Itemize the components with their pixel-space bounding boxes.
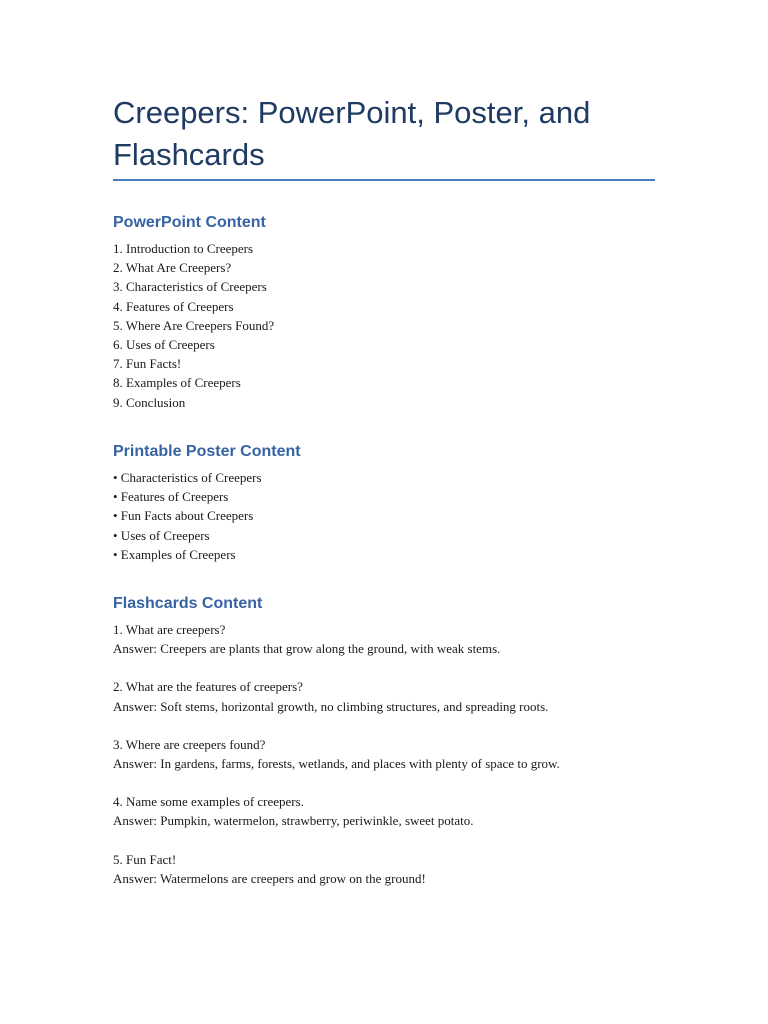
flashcard-question: 4. Name some examples of creepers. — [113, 794, 304, 810]
list-item: 3. Characteristics of Creepers — [113, 279, 267, 295]
flashcard-question: 2. What are the features of creepers? — [113, 679, 303, 695]
flashcard-question: 3. Where are creepers found? — [113, 736, 266, 752]
flashcard-answer: Answer: Watermelons are creepers and grow on the ground! — [113, 870, 426, 886]
flashcard — [113, 620, 673, 658]
list-item: • Characteristics of Creepers — [113, 470, 262, 485]
list-item: 7. Fun Facts! — [113, 356, 182, 372]
title-divider — [113, 179, 655, 181]
list-item: 5. Where Are Creepers Found? — [113, 317, 275, 333]
poster-heading: Printable Poster Content — [113, 443, 301, 460]
list-item: • Fun Facts about Creepers — [113, 508, 254, 524]
flashcard-answer: Answer: Soft stems, horizontal growth, no climbing structures, and spreading roots. — [113, 698, 549, 714]
flashcard-answer: Answer: In gardens, farms, forests, wetlands, and places with plenty of space to grow. — [113, 756, 560, 772]
list-item: 4. Features of Creepers — [113, 298, 234, 314]
list-item: • Examples of Creepers — [113, 546, 236, 562]
list-item: 9. Conclusion — [113, 394, 186, 410]
list-item: 2. What Are Creepers? — [113, 260, 232, 276]
page-title: Creepers: PowerPoint, Poster, and Flashcards — [113, 95, 591, 172]
flashcard-answer: Answer: Pumpkin, watermelon, strawberry, periwinkle, sweet potato. — [113, 813, 474, 829]
list-item: • Uses of Creepers — [113, 527, 210, 543]
flashcard — [113, 792, 673, 830]
poster-section — [113, 441, 673, 564]
flashcard-question: 5. Fun Fact! — [113, 851, 177, 867]
flashcard — [113, 677, 673, 715]
list-item: 1. Introduction to Creepers — [113, 241, 254, 256]
flashcard-question: 1. What are creepers? — [113, 622, 226, 637]
list-item: 8. Examples of Creepers — [113, 375, 241, 391]
flashcard — [113, 850, 673, 888]
list-item: • Features of Creepers — [113, 489, 229, 505]
flashcards-heading: Flashcards Content — [113, 595, 263, 612]
powerpoint-heading: PowerPoint Content — [113, 214, 266, 231]
flashcards-section — [113, 593, 673, 907]
list-item: 6. Uses of Creepers — [113, 337, 215, 353]
flashcard — [113, 735, 673, 773]
powerpoint-section — [113, 212, 673, 412]
flashcard-answer: Answer: Creepers are plants that grow along the ground, with weak stems. — [113, 641, 501, 657]
